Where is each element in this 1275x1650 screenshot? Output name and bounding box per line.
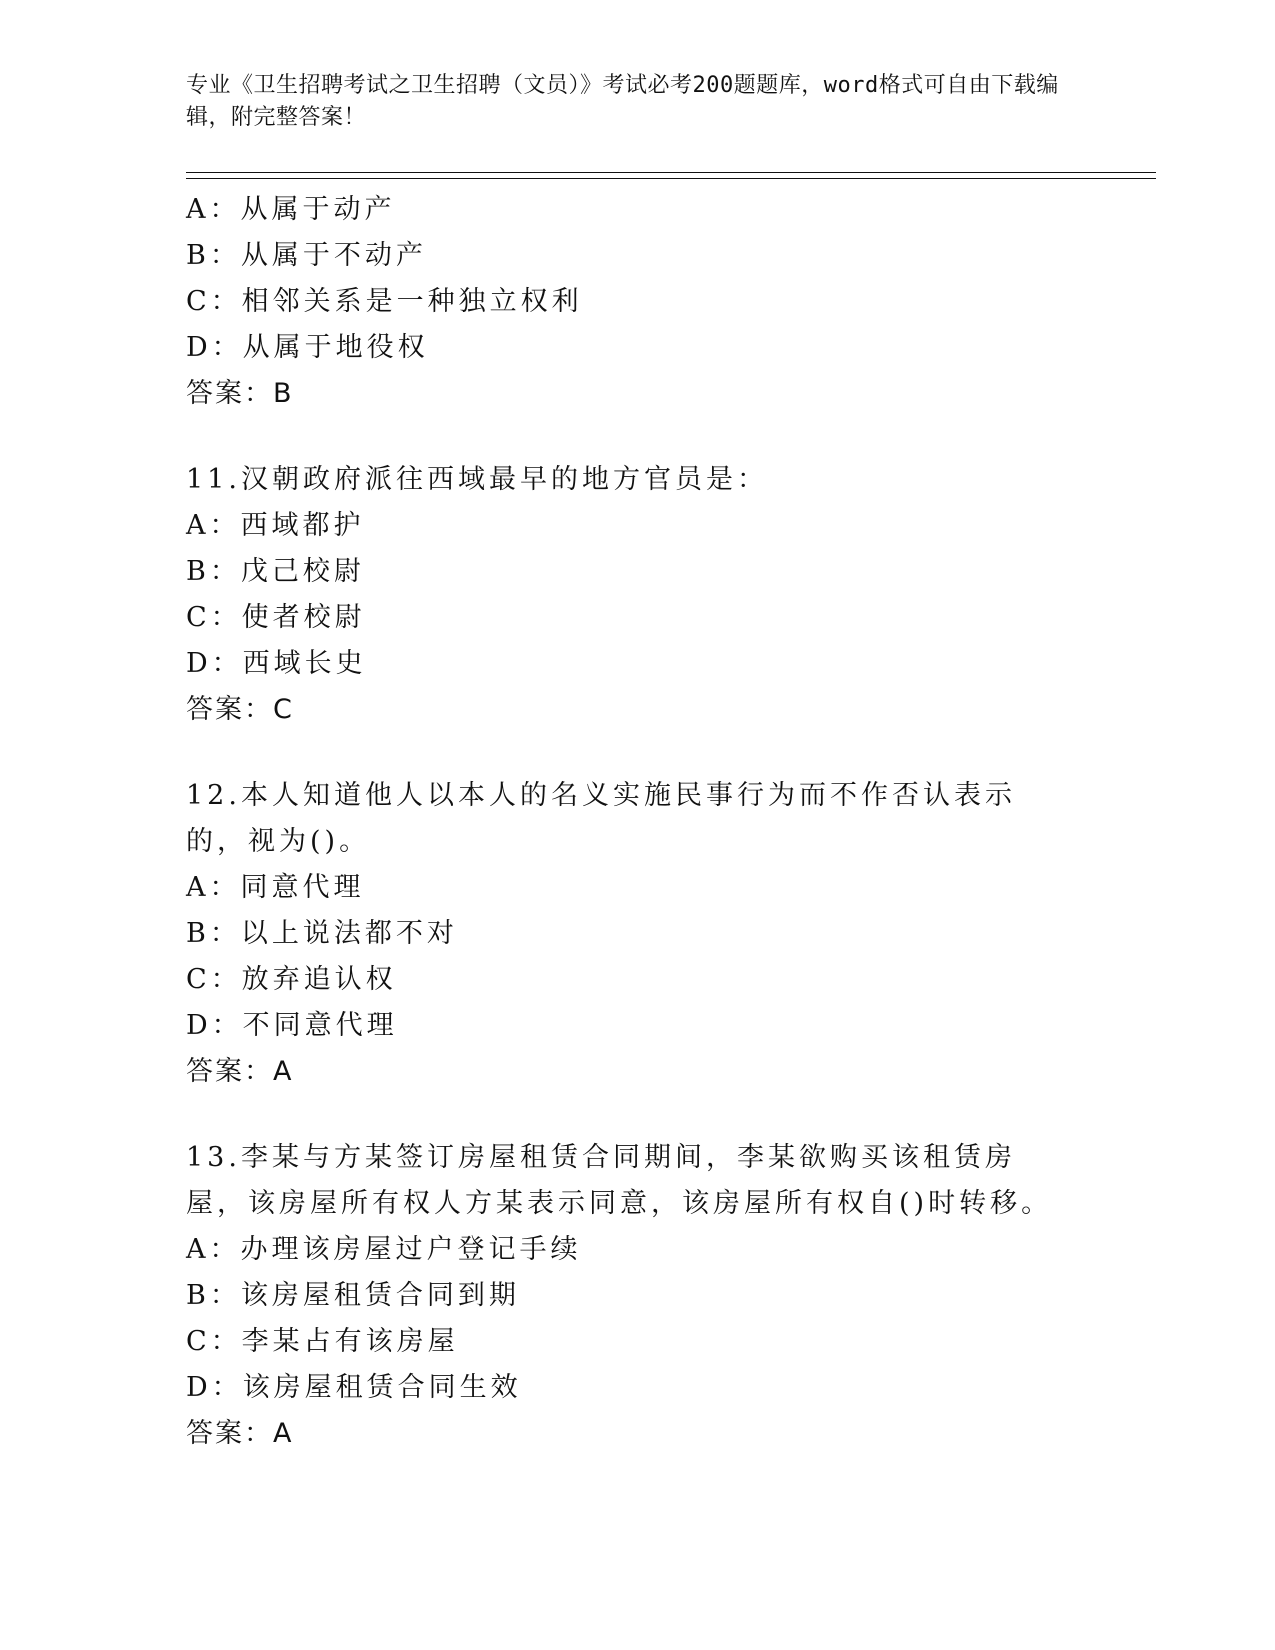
option-d: D：西域长史 xyxy=(186,648,367,679)
question-stem: 13.李某与方某签订房屋租赁合同期间，李某欲购买该租赁房屋，该房屋所有权人方某表示同意，该房屋所有权自()时转移。 xyxy=(186,1142,1053,1219)
option-b: B：以上说法都不对 xyxy=(186,918,458,949)
option-a: A：从属于动产 xyxy=(186,194,396,225)
document-intro: 专业《卫生招聘考试之卫生招聘（文员）》考试必考200题题库，word格式可自由下载编辑，附完整答案！ xyxy=(186,73,1059,130)
option-a: A：同意代理 xyxy=(186,872,365,903)
option-a: A：办理该房屋过户登记手续 xyxy=(186,1234,582,1265)
answer-line: 答案：A xyxy=(186,1418,294,1449)
option-b: B：戊己校尉 xyxy=(186,556,365,587)
option-c: C：放弃追认权 xyxy=(186,964,397,995)
question-stem: 11.汉朝政府派往西域最早的地方官员是： xyxy=(186,464,768,495)
answer-line: 答案：A xyxy=(186,1056,294,1087)
answer-line: 答案：C xyxy=(186,694,294,725)
option-c: C：使者校尉 xyxy=(186,602,366,633)
question-12 xyxy=(186,773,1156,1095)
question-11 xyxy=(186,457,1156,733)
question-stem: 12.本人知道他人以本人的名义实施民事行为而不作否认表示的，视为()。 xyxy=(186,780,1016,857)
option-b: B：该房屋租赁合同到期 xyxy=(186,1280,520,1311)
option-b: B：从属于不动产 xyxy=(186,240,427,271)
option-d: D：该房屋租赁合同生效 xyxy=(186,1372,522,1403)
answer-line: 答案：B xyxy=(186,378,294,409)
header-divider xyxy=(186,172,1156,179)
option-d: D：从属于地役权 xyxy=(186,332,429,363)
option-d: D：不同意代理 xyxy=(186,1010,398,1041)
question-10 xyxy=(186,187,1156,417)
option-c: C：李某占有该房屋 xyxy=(186,1326,459,1357)
question-list xyxy=(186,187,1156,1457)
option-a: A：西域都护 xyxy=(186,510,365,541)
option-c: C：相邻关系是一种独立权利 xyxy=(186,286,583,317)
document-page xyxy=(186,70,1156,1497)
question-13 xyxy=(186,1135,1156,1457)
